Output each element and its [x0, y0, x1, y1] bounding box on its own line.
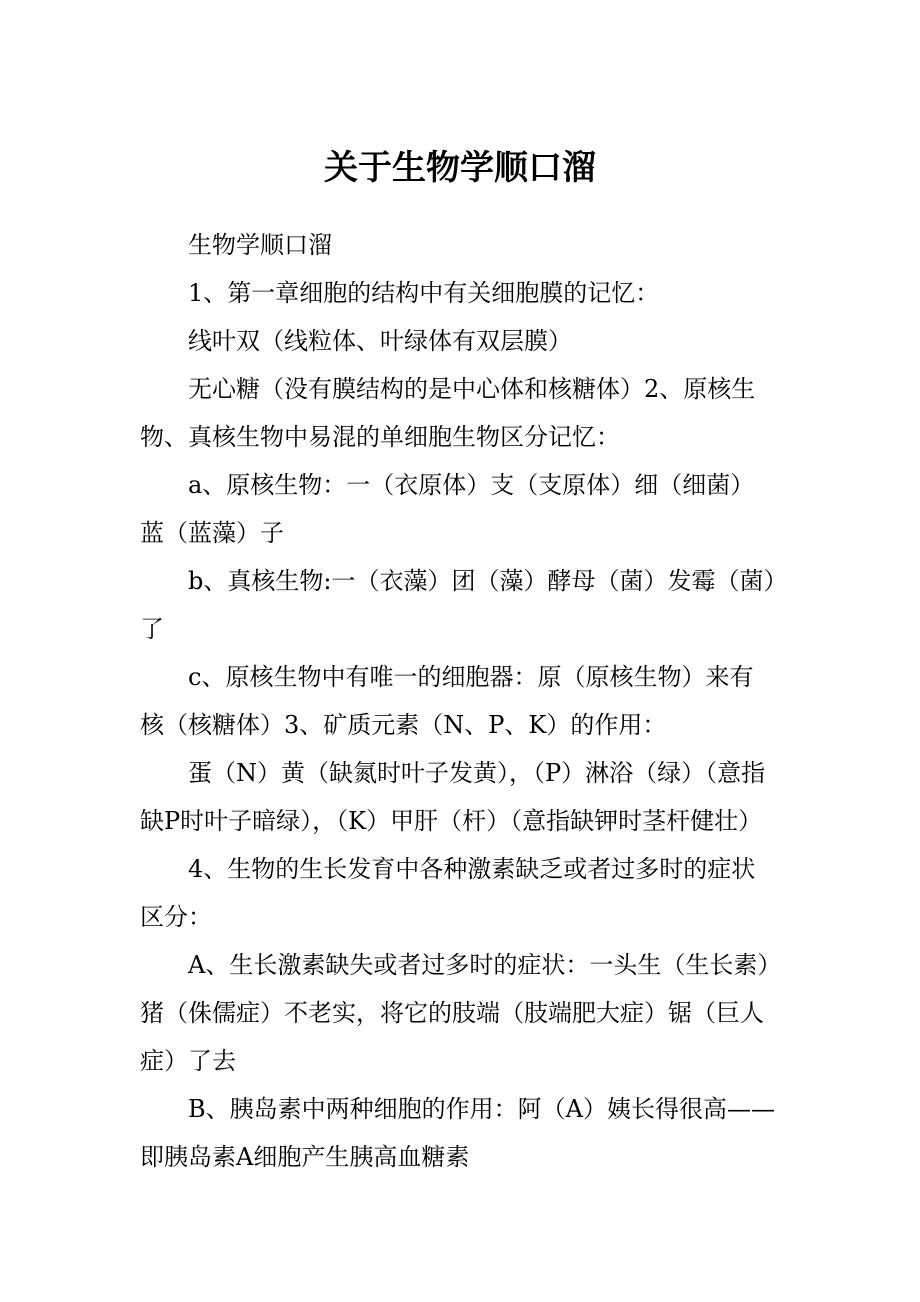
text-line: b、真核生物:一（衣藻）团（藻）酵母（菌）发霉（菌）: [188, 567, 788, 595]
text-line: 线叶双（线粒体、叶绿体有双层膜）: [188, 327, 572, 355]
text-line: 即胰岛素A细胞产生胰高血糖素: [140, 1143, 470, 1171]
text-line: a、原核生物：一（衣原体）支（支原体）细（细菌）: [188, 471, 755, 499]
text-line: 核（核糖体）3、矿质元素（N、P、K）的作用：: [140, 711, 667, 739]
text-line: 蛋（N）黄（缺氮时叶子发黄），（P）淋浴（绿）（意指: [188, 759, 766, 787]
text-line: 区分：: [140, 903, 212, 931]
document-title: 关于生物学顺口溜: [324, 148, 596, 188]
text-line: B、胰岛素中两种细胞的作用：阿（A）姨长得很高——: [188, 1095, 775, 1123]
text-line: 了: [140, 615, 164, 643]
text-line: 1、第一章细胞的结构中有关细胞膜的记忆：: [188, 279, 660, 307]
text-line: 生物学顺口溜: [188, 231, 332, 259]
text-line: 蓝（蓝藻）子: [140, 519, 284, 547]
text-line: 猪（侏儒症）不老实，将它的肢端（肢端肥大症）锯（巨人: [140, 999, 764, 1027]
text-line: c、原核生物中有唯一的细胞器：原（原核生物）来有: [188, 663, 754, 691]
document-body: [140, 221, 800, 1181]
text-line: 无心糖（没有膜结构的是中心体和核糖体）2、原核生: [188, 375, 756, 403]
text-line: 4、生物的生长发育中各种激素缺乏或者过多时的症状: [188, 855, 756, 883]
text-line: 缺P时叶子暗绿），（K）甲肝（杆）（意指缺钾时茎杆健壮）: [140, 807, 763, 835]
text-line: 物、真核生物中易混的单细胞生物区分记忆：: [140, 423, 620, 451]
text-line: 症）了去: [140, 1047, 236, 1075]
text-line: A、生长激素缺失或者过多时的症状：一头生（生长素）: [188, 951, 782, 979]
